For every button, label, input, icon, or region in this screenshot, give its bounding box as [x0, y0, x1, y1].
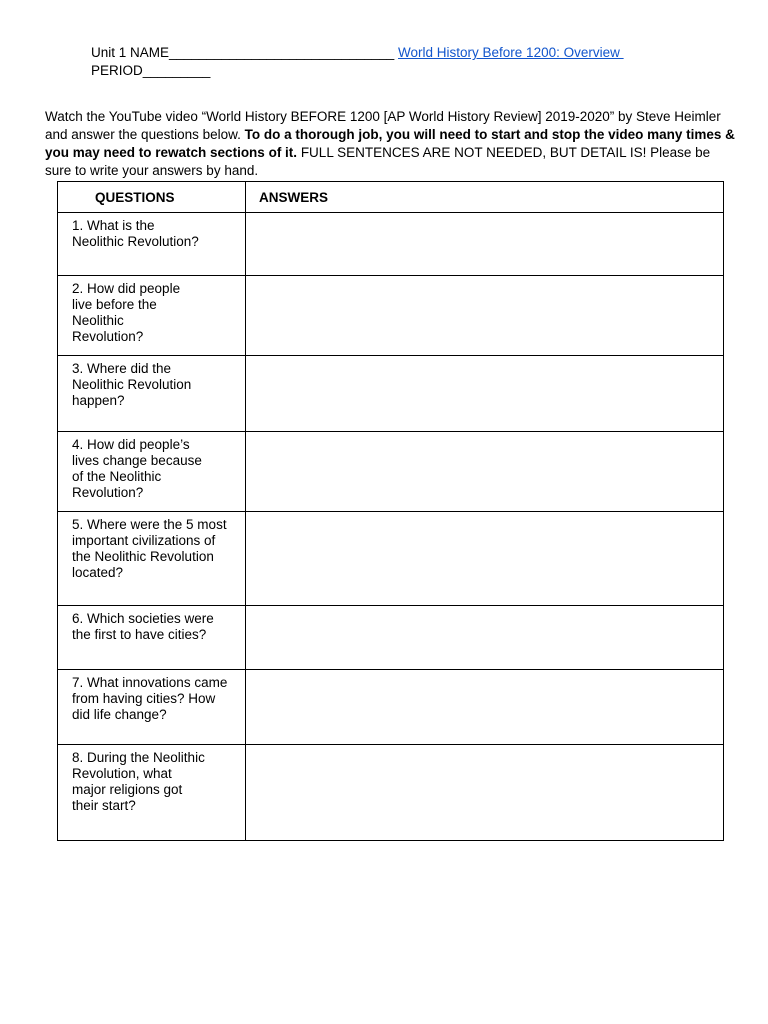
question-text: 3. Where did the Neolithic Revolution happen? — [72, 361, 192, 408]
answer-cell[interactable] — [246, 745, 724, 841]
questions-table — [57, 181, 724, 841]
answer-cell[interactable] — [246, 670, 724, 745]
question-cell — [58, 432, 246, 512]
overview-link[interactable]: World History Before 1200: Overview — [398, 45, 624, 60]
question-cell — [58, 213, 246, 276]
table-header-row — [58, 182, 724, 213]
table-row — [58, 356, 724, 432]
table-row — [58, 432, 724, 512]
instructions-text-2: FULL SENTENCES ARE NOT NEEDED, BUT DETAIL IS! Please be sure to write your answers by hand. — [45, 145, 711, 178]
table-row — [58, 670, 724, 745]
question-cell — [58, 276, 246, 356]
answer-cell[interactable] — [246, 356, 724, 432]
question-cell — [58, 745, 246, 841]
answer-cell[interactable] — [246, 213, 724, 276]
table-row — [58, 745, 724, 841]
table-row — [58, 606, 724, 670]
instructions-bold: To do a thorough job, you will need to start and stop the video many times & you may need to rewatch sections of it. — [45, 127, 735, 160]
instructions-text-1: Watch the YouTube video “World History BEFORE 1200 [AP World History Review] 2019-2020” by Steve Heimler and answer the questions below. — [45, 109, 721, 142]
name-line: Unit 1 NAME______________________________ — [91, 45, 399, 60]
question-text: 1. What is the Neolithic Revolution? — [72, 218, 199, 249]
question-cell — [58, 606, 246, 670]
table-row — [58, 512, 724, 606]
answer-cell[interactable] — [246, 512, 724, 606]
answer-cell[interactable] — [246, 606, 724, 670]
answers-header: ANSWERS — [246, 182, 724, 213]
question-text: 6. Which societies were the first to have cities? — [72, 611, 214, 642]
question-text: 5. Where were the 5 most important civilizations of the Neolithic Revolution located? — [72, 517, 227, 580]
table-row — [58, 213, 724, 276]
header — [91, 44, 731, 80]
questions-header: QUESTIONS — [58, 182, 246, 213]
question-text: 2. How did people live before the Neolithic Revolution? — [72, 281, 181, 344]
answer-cell[interactable] — [246, 276, 724, 356]
question-text: 7. What innovations came from having cities? How did life change? — [72, 675, 228, 722]
answer-cell[interactable] — [246, 432, 724, 512]
period-line: PERIOD_________ — [91, 63, 211, 78]
question-cell — [58, 512, 246, 606]
table-row — [58, 276, 724, 356]
question-cell — [58, 670, 246, 745]
question-cell — [58, 356, 246, 432]
question-text: 4. How did people’s lives change because of the Neolithic Revolution? — [72, 437, 202, 500]
instructions — [45, 108, 735, 180]
question-text: 8. During the Neolithic Revolution, what major religions got their start? — [72, 750, 205, 813]
